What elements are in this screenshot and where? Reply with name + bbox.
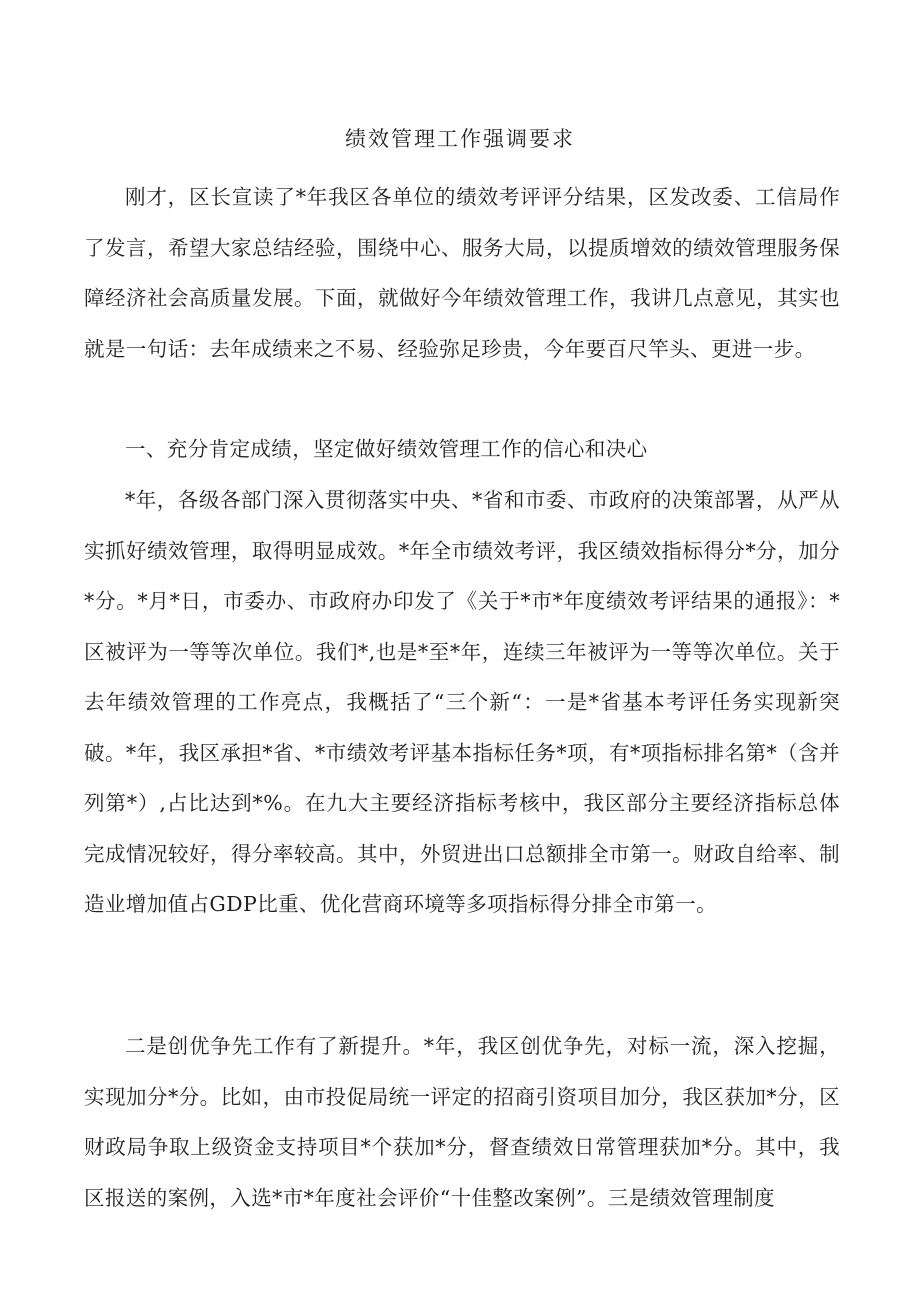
section-heading-1: 一、充分肯定成绩，坚定做好绩效管理工作的信心和决心 (125, 437, 648, 461)
paragraph-improvements: 二是创优争先工作有了新提升。*年，我区创优争先，对标一流，深入挖掘，实现加分*分。比如，由市投促局统一评定的招商引资项目加分，我区获加*分，区财政局争取上级资金支持项目*个获加*分，督查绩效日常管理获加*分。其中，我区报送的案例，入选*市*年度社会评价“十佳整改案例”。三是绩效管理制度 (84, 1034, 840, 1210)
document-title: 绩效管理工作强调要求 (345, 127, 575, 151)
paragraph-achievements: *年，各级各部门深入贯彻落实中央、*省和市委、市政府的决策部署，从严从实抓好绩效管理，取得明显成效。*年全市绩效考评，我区绩效指标得分*分，加分*分。*月*日，市委办、市政府办印发了《关于*市*年度绩效考评结果的通报》：*区被评为一等等次单位。我们*,也是*至*年，连续三年被评为一等等次单位。关于去年绩效管理的工作亮点，我概括了“三个新“：一是*省基本考评任务实现新突破。*年，我区承担*省、*市绩效考评基本指标任务*项，有*项指标排名第*（含并列第*）,占比达到*%。在九大主要经济指标考核中，我区部分主要经济指标总体完成情况较好，得分率较高。其中，外贸进出口总额排全市第一。财政自给率、制造业增加值占GDP比重、优化营商环境等多项指标得分排全市第一。 (84, 488, 840, 916)
paragraph-intro: 刚才，区长宣读了*年我区各单位的绩效考评评分结果，区发改委、工信局作了发言，希望大家总结经验，围绕中心、服务大局，以提质增效的绩效管理服务保障经济社会高质量发展。下面，就做好今年绩效管理工作，我讲几点意见，其实也就是一句话：去年成绩来之不易、经验弥足珍贵，今年要百尺竿头、更进一步。 (84, 185, 840, 361)
